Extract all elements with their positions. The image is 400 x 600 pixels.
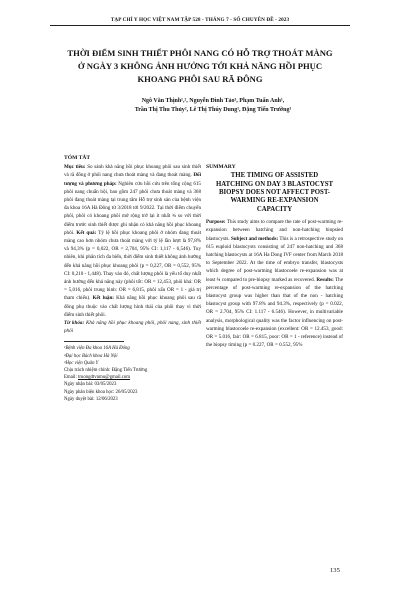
date-reviewed: Ngày phản biện khoa học: 26/05/2023 — [64, 389, 138, 395]
corresponding-author: Chịu trách nhiệm chính: Đặng Tiến Trường — [64, 368, 148, 374]
results-label: Kết quả: — [76, 229, 97, 236]
title-en-line: HATCHING ON DAY 3 BLASTOCYST — [215, 180, 334, 188]
footnote-rule — [64, 341, 124, 342]
journal-running-header: TẠP CHÍ Y HỌC VIỆT NAM TẬP 528 - THÁNG 7 - SỐ CHUYÊN ĐỀ - 2023 — [110, 17, 290, 23]
author-list — [66, 97, 360, 115]
email-link[interactable]: truongdtvnmu@gmail.com — [78, 375, 130, 381]
title-en-line: BIOPSY DOES NOT AFFECT POST- — [218, 189, 331, 197]
purpose-text: This study aims to compare the rate of post-warming re-expansion between hatching and non-hatching biopsied blastocysts. — [206, 219, 343, 242]
title-vi-line: KHOANG PHÔI SAU RÃ ĐÔNG — [137, 74, 263, 84]
author-line: Ngô Văn Thịnh¹,², Nguyễn Đình Tảo³, Phạm Tuấn Anh¹, — [141, 98, 285, 104]
title-en-line: CAPACITY — [256, 205, 293, 213]
summary-heading: SUMMARY — [206, 164, 236, 170]
date-accepted: Ngày duyệt bài: 12/06/2023 — [64, 396, 118, 402]
right-column — [206, 154, 343, 349]
keywords-text: Khả năng hồi phục khoang phôi, phôi nang, sinh thiết phôi — [64, 320, 201, 335]
keywords-vi — [64, 319, 201, 335]
methods-label: Đối tượng và phương pháp: — [64, 172, 202, 187]
article-title-vi — [56, 47, 344, 86]
results-text: Tỷ lệ hồi phục khoang phôi ở nhóm đang thoát màng cao hơn nhóm chưa thoát màng với tỷ lệ lần lượt là 97,8% và 94,3% (p = 0,022, OR = 2,704, 95% CI: 1,117 - 6,546). Tuy nhiên, khi phân tích đa biến, thời điểm sinh thiết không ảnh hưởng đến khả năng hồi phục khoang phôi (p = 0,227, OR = 0,552, 95% CI: 0,210 - 1,448). Thay vào đó, chất lượng phôi là yếu tố duy nhất ảnh hưởng đến khả năng này (phôi tốt: OR = 12,453, phôi khá: OR = 5,016, phôi trung bình: OR = 6,815, phôi xấu OR = 1 - giá trị tham chiếu). — [64, 229, 201, 302]
header-rule — [50, 25, 350, 26]
email-label: Email: — [64, 375, 78, 381]
date-received: Ngày nhận bài: 03/05/2023 — [64, 382, 117, 388]
abstract-vi-heading: TÓM TẮT — [64, 155, 91, 161]
title-en-line: WARMING RE-EXPANSION — [230, 197, 319, 205]
left-column — [64, 154, 201, 403]
title-en-line: THE TIMING OF ASSISTED — [230, 172, 319, 180]
subjects-text: This is a retrospective study on 615 euploid blastocysts consisting of 247 non-hatching and 368 hatching blastocysts at 16A Ha Dong IVF center from March 2018 to September 2022. At the time of embryo transfer, blastocysts which degree of post-warming blastocoele re-expansion was at least ¾ compared to pre-biopsy marked as recovered. — [206, 235, 344, 283]
affiliation-3: ³Học viện Quân Y — [64, 360, 99, 366]
affiliation-1: ¹Bệnh viện Đa khoa 16A Hà Đông — [64, 346, 130, 352]
author-line: Trần Thị Thu Thủy², Lê Thị Thúy Dung¹, Đặng Tiến Trường¹ — [134, 107, 292, 113]
aim-text: So sánh khả năng hồi phục khoang phôi sau sinh thiết và rã đông ở phôi nang chưa thoát màng và đang thoát màng. — [64, 164, 202, 179]
aim-label: Mục tiêu: — [64, 164, 86, 171]
email-line — [64, 374, 201, 381]
methods-text: Nghiên cứu hồi cứu trên tổng cộng 615 phôi nang chuẩn bội, bao gồm 247 phôi chưa thoát màng và 368 phôi đang thoát màng tại trung tâm Hỗ trợ sinh sản của bệnh viện đa khoa 16A Hà Đông từ 3/2018 tới 9/2022. Tại thời điểm chuyển phôi, phôi có khoang phôi mở rộng trở lại ít nhất ¾ so với thời điểm trước sinh thiết được ghi nhận có khả năng hồi phục khoang phôi. — [64, 180, 201, 236]
results-en-text: The percentage of post-warming re-expansion of the hatching blastocyst group was higher than that of the non - hatching blastocyst group with 97.8% and 94.3%, respectively (p = 0.022, OR = 2.704, 95% CI: 1.117 - 6.546). However, in multivariable analysis, morphological quality was the factor influencing on post-warming blastocoele re-expansion (excellent: OR = 12.453, good: OR = 5.016, fair: OR = 6.815, poor: OR = 1 - reference) instead of the biopsy timing (p = 0.227, OR = 0.552, 95% — [206, 276, 343, 349]
footnotes — [64, 345, 201, 403]
keywords-label: Từ khóa: — [64, 320, 85, 327]
article-title-en — [206, 172, 343, 214]
conclusion-text: Khả năng hồi phục khoang phôi sau rã đông phụ thuộc vào chất lượng hình thái của phôi thay vì thời điểm sinh thiết phôi. — [64, 295, 201, 318]
conclusion-label: Kết luận: — [92, 295, 114, 302]
subjects-label: Subject and methods: — [230, 235, 279, 242]
purpose-label: Purpose: — [206, 219, 226, 226]
title-vi-line: THỜI ĐIỂM SINH THIẾT PHÔI NANG CÓ HỖ TRỢ THOÁT MÀNG — [67, 48, 333, 58]
abstract-vi-body — [64, 163, 201, 319]
title-vi-line: Ở NGÀY 3 KHÔNG ẢNH HƯỞNG TỚI KHẢ NĂNG HỒI PHỤC — [77, 61, 323, 71]
abstract-en-body — [206, 218, 343, 349]
page-number: 135 — [330, 567, 340, 574]
results-en-label: Results: — [316, 276, 334, 283]
affiliation-2: ²Đại học Bách khoa Hà Nội — [64, 353, 118, 359]
